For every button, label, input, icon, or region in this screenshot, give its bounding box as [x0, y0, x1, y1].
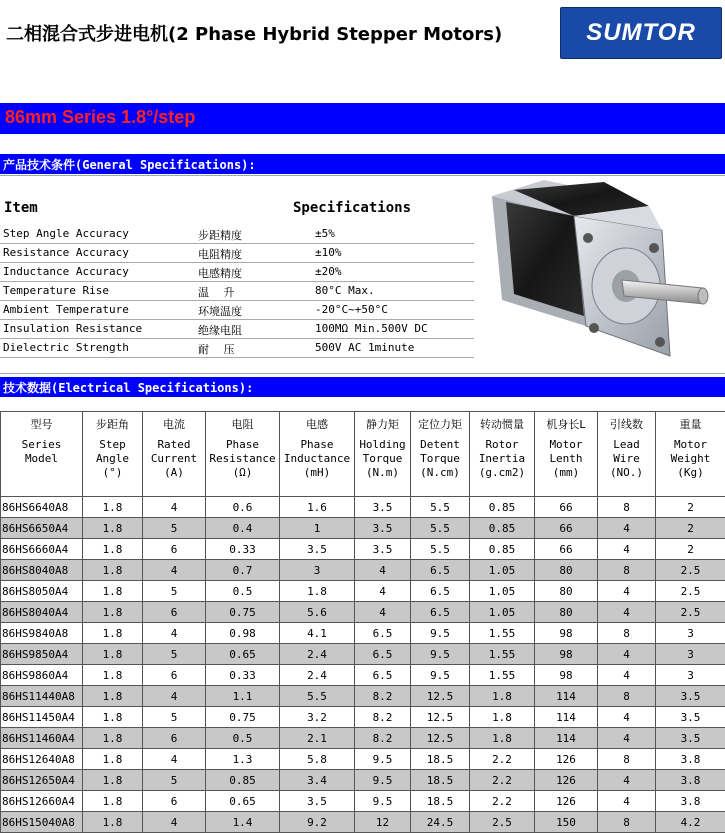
model-cell: 86HS9850A4	[1, 644, 83, 665]
general-spec-en: Ambient Temperature	[3, 303, 129, 316]
value-cell: 2	[656, 539, 725, 560]
value-cell: 1.05	[470, 581, 535, 602]
general-spec-cn: 环境温度	[198, 303, 242, 319]
electrical-spec-bar	[0, 377, 725, 397]
column-header-en2: Wire	[598, 452, 655, 466]
value-cell: 24.5	[411, 812, 470, 833]
sumtor-logo	[560, 7, 722, 59]
value-cell: 4.2	[656, 812, 725, 833]
value-cell: 1.8	[83, 560, 143, 581]
value-cell: 5	[143, 581, 206, 602]
value-cell: 3.5	[656, 728, 725, 749]
general-spec-value: ±5%	[315, 227, 335, 240]
column-header	[598, 412, 656, 497]
column-header-cn: 电感	[280, 418, 354, 432]
value-cell: 3	[280, 560, 355, 581]
column-header-en3: (g.cm2)	[470, 466, 534, 480]
value-cell: 2.5	[656, 581, 725, 602]
value-cell: 3.5	[280, 539, 355, 560]
value-cell: 0.5	[206, 581, 280, 602]
value-cell: 4	[598, 665, 656, 686]
value-cell: 3.4	[280, 770, 355, 791]
value-cell: 4	[143, 749, 206, 770]
general-spec-cn: 耐 压	[198, 341, 235, 357]
column-header-en2: Weight	[656, 452, 725, 466]
value-cell: 2.4	[280, 644, 355, 665]
table-row	[1, 602, 725, 623]
value-cell: 6	[143, 539, 206, 560]
value-cell: 5	[143, 707, 206, 728]
value-cell: 66	[535, 539, 598, 560]
general-spec-cn: 绝缘电阻	[198, 322, 242, 338]
value-cell: 4.1	[280, 623, 355, 644]
general-spec-cn: 电感精度	[198, 265, 242, 281]
table-row	[1, 686, 725, 707]
general-spec-en: Step Angle Accuracy	[3, 227, 129, 240]
value-cell: 9.2	[280, 812, 355, 833]
column-header-en1: Rotor	[470, 438, 534, 452]
value-cell: 80	[535, 560, 598, 581]
model-cell: 86HS11450A4	[1, 707, 83, 728]
model-cell: 86HS11460A4	[1, 728, 83, 749]
value-cell: 8.2	[355, 686, 411, 707]
column-header-cn: 引线数	[598, 418, 655, 432]
column-header-en1: Step	[83, 438, 142, 452]
value-cell: 2	[656, 518, 725, 539]
value-cell: 3	[656, 644, 725, 665]
value-cell: 5.5	[411, 497, 470, 518]
value-cell: 1.1	[206, 686, 280, 707]
model-cell: 86HS11440A8	[1, 686, 83, 707]
column-header-cn: 型号	[1, 418, 82, 432]
value-cell: 4	[598, 728, 656, 749]
column-header-en2: Inertia	[470, 452, 534, 466]
column-header	[280, 412, 355, 497]
value-cell: 2.2	[470, 770, 535, 791]
value-cell: 1.55	[470, 623, 535, 644]
stepper-motor-image	[474, 176, 724, 376]
value-cell: 8	[598, 560, 656, 581]
value-cell: 1.8	[83, 539, 143, 560]
column-header-en2: Model	[1, 452, 82, 466]
column-header-en2: Angle	[83, 452, 142, 466]
column-header-en3: (Ω)	[206, 466, 279, 480]
item-heading: Item	[4, 200, 38, 216]
general-spec-en: Dielectric Strength	[3, 341, 129, 354]
column-header-en2: Inductance	[280, 452, 354, 466]
general-spec-row	[0, 243, 474, 263]
value-cell: 2.1	[280, 728, 355, 749]
column-header-en2: Current	[143, 452, 205, 466]
column-header	[411, 412, 470, 497]
value-cell: 3.8	[656, 791, 725, 812]
value-cell: 0.33	[206, 665, 280, 686]
column-header-en3: (°)	[83, 466, 142, 480]
value-cell: 9.5	[355, 749, 411, 770]
value-cell: 1.8	[83, 728, 143, 749]
value-cell: 3.5	[656, 686, 725, 707]
table-row	[1, 749, 725, 770]
series-title: 86mm Series 1.8°/step	[5, 107, 195, 128]
column-header-cn: 电阻	[206, 418, 279, 432]
value-cell: 8	[598, 686, 656, 707]
value-cell: 1.8	[83, 518, 143, 539]
model-cell: 86HS15040A8	[1, 812, 83, 833]
model-cell: 86HS6640A8	[1, 497, 83, 518]
column-header-cn: 电流	[143, 418, 205, 432]
general-spec-row	[0, 262, 474, 282]
value-cell: 1.8	[470, 728, 535, 749]
value-cell: 0.98	[206, 623, 280, 644]
value-cell: 2.5	[656, 602, 725, 623]
value-cell: 0.75	[206, 707, 280, 728]
value-cell: 8	[598, 812, 656, 833]
general-spec-value: 500V AC 1minute	[315, 341, 414, 354]
general-spec-cn: 电阻精度	[198, 246, 242, 262]
value-cell: 6	[143, 728, 206, 749]
value-cell: 3.5	[280, 791, 355, 812]
value-cell: 66	[535, 497, 598, 518]
column-header-en2: Torque	[411, 452, 469, 466]
value-cell: 8.2	[355, 728, 411, 749]
electrical-spec-label: 技术数据(Electrical Specifications):	[3, 379, 253, 396]
value-cell: 2.5	[656, 560, 725, 581]
value-cell: 4	[598, 770, 656, 791]
general-spec-value: ±10%	[315, 246, 342, 259]
value-cell: 8	[598, 497, 656, 518]
model-cell: 86HS12650A4	[1, 770, 83, 791]
column-header-en1: Lead	[598, 438, 655, 452]
column-header-en1: Phase	[280, 438, 354, 452]
value-cell: 4	[598, 518, 656, 539]
value-cell: 1	[280, 518, 355, 539]
value-cell: 5.5	[411, 518, 470, 539]
model-cell: 86HS9840A8	[1, 623, 83, 644]
value-cell: 2.2	[470, 791, 535, 812]
table-row	[1, 623, 725, 644]
value-cell: 0.85	[470, 518, 535, 539]
value-cell: 5.8	[280, 749, 355, 770]
value-cell: 4	[355, 581, 411, 602]
value-cell: 66	[535, 518, 598, 539]
value-cell: 1.8	[83, 665, 143, 686]
value-cell: 4	[143, 686, 206, 707]
general-spec-bar	[0, 154, 725, 174]
column-header-en3: (NO.)	[598, 466, 655, 480]
value-cell: 114	[535, 686, 598, 707]
value-cell: 98	[535, 665, 598, 686]
column-header	[1, 412, 83, 497]
general-spec-row	[0, 338, 474, 358]
general-spec-value: ±20%	[315, 265, 342, 278]
value-cell: 6	[143, 791, 206, 812]
column-header-en2: Resistance	[206, 452, 279, 466]
table-row	[1, 497, 725, 518]
column-header	[656, 412, 725, 497]
column-header-en1: Series	[1, 438, 82, 452]
value-cell: 1.8	[83, 812, 143, 833]
value-cell: 5	[143, 644, 206, 665]
value-cell: 9.5	[411, 665, 470, 686]
general-spec-row	[0, 319, 474, 339]
value-cell: 3.5	[355, 539, 411, 560]
value-cell: 6	[143, 665, 206, 686]
value-cell: 1.8	[83, 707, 143, 728]
general-spec-en: Inductance Accuracy	[3, 265, 129, 278]
value-cell: 3.8	[656, 770, 725, 791]
value-cell: 3	[656, 623, 725, 644]
value-cell: 0.5	[206, 728, 280, 749]
value-cell: 4	[598, 602, 656, 623]
value-cell: 114	[535, 707, 598, 728]
table-row	[1, 560, 725, 581]
value-cell: 4	[143, 623, 206, 644]
value-cell: 1.05	[470, 602, 535, 623]
value-cell: 6.5	[355, 623, 411, 644]
column-header-cn: 重量	[656, 418, 725, 432]
page-header	[0, 0, 725, 90]
table-row	[1, 665, 725, 686]
column-header-en3: (N.m)	[355, 466, 410, 480]
value-cell: 1.8	[280, 581, 355, 602]
value-cell: 18.5	[411, 770, 470, 791]
column-header-cn: 静力矩	[355, 418, 410, 432]
value-cell: 1.6	[280, 497, 355, 518]
value-cell: 0.85	[470, 497, 535, 518]
value-cell: 3	[656, 665, 725, 686]
value-cell: 0.75	[206, 602, 280, 623]
column-header	[355, 412, 411, 497]
electrical-spec-table	[0, 411, 725, 833]
value-cell: 1.8	[83, 749, 143, 770]
column-header-cn: 转动惯量	[470, 418, 534, 432]
column-header-cn: 机身长L	[535, 418, 597, 432]
value-cell: 150	[535, 812, 598, 833]
value-cell: 5.5	[280, 686, 355, 707]
value-cell: 4	[598, 581, 656, 602]
column-header-cn: 步距角	[83, 418, 142, 432]
table-row	[1, 581, 725, 602]
value-cell: 5	[143, 770, 206, 791]
value-cell: 1.3	[206, 749, 280, 770]
general-spec-value: 100MΩ Min.500V DC	[315, 322, 428, 335]
column-header	[470, 412, 535, 497]
model-cell: 86HS9860A4	[1, 665, 83, 686]
spec-heading: Specifications	[293, 200, 411, 216]
value-cell: 1.8	[83, 644, 143, 665]
page-title: 二相混合式步进电机(2 Phase Hybrid Stepper Motors)	[6, 20, 502, 46]
value-cell: 6.5	[355, 644, 411, 665]
table-header-row	[1, 412, 725, 497]
value-cell: 8	[598, 749, 656, 770]
value-cell: 0.33	[206, 539, 280, 560]
value-cell: 80	[535, 602, 598, 623]
value-cell: 4	[598, 539, 656, 560]
value-cell: 1.8	[470, 707, 535, 728]
value-cell: 126	[535, 791, 598, 812]
general-spec-row	[0, 224, 474, 244]
value-cell: 0.7	[206, 560, 280, 581]
value-cell: 3.5	[656, 707, 725, 728]
value-cell: 1.8	[83, 602, 143, 623]
value-cell: 9.5	[411, 623, 470, 644]
value-cell: 1.8	[470, 686, 535, 707]
value-cell: 1.8	[83, 581, 143, 602]
value-cell: 1.8	[83, 623, 143, 644]
table-row	[1, 770, 725, 791]
table-row	[1, 791, 725, 812]
table-row	[1, 728, 725, 749]
column-header-en1: Motor	[656, 438, 725, 452]
value-cell: 9.5	[355, 791, 411, 812]
value-cell: 8.2	[355, 707, 411, 728]
model-cell: 86HS12640A8	[1, 749, 83, 770]
value-cell: 114	[535, 728, 598, 749]
value-cell: 12	[355, 812, 411, 833]
general-spec-value: 80°C Max.	[315, 284, 375, 297]
value-cell: 98	[535, 644, 598, 665]
value-cell: 9.5	[411, 644, 470, 665]
value-cell: 4	[143, 812, 206, 833]
value-cell: 2.5	[470, 812, 535, 833]
table-row	[1, 644, 725, 665]
column-header-en3: (N.cm)	[411, 466, 469, 480]
value-cell: 1.55	[470, 644, 535, 665]
general-spec-en: Resistance Accuracy	[3, 246, 129, 259]
value-cell: 5	[143, 518, 206, 539]
general-spec-label: 产品技术条件(General Specifications):	[3, 156, 256, 173]
model-cell: 86HS8050A4	[1, 581, 83, 602]
value-cell: 3.5	[355, 497, 411, 518]
series-banner	[0, 103, 725, 134]
general-spec-row	[0, 281, 474, 301]
model-cell: 86HS6650A4	[1, 518, 83, 539]
column-header-en3: (mm)	[535, 466, 597, 480]
value-cell: 18.5	[411, 791, 470, 812]
value-cell: 8	[598, 623, 656, 644]
general-spec-value: -20°C~+50°C	[315, 303, 388, 316]
column-header-en1: Detent	[411, 438, 469, 452]
value-cell: 6.5	[411, 560, 470, 581]
column-header-en3: (A)	[143, 466, 205, 480]
general-spec-en: Insulation Resistance	[3, 322, 142, 335]
column-header-en3: (Kg)	[656, 466, 725, 480]
value-cell: 6	[143, 602, 206, 623]
value-cell: 12.5	[411, 728, 470, 749]
value-cell: 6.5	[411, 602, 470, 623]
value-cell: 12.5	[411, 686, 470, 707]
value-cell: 3.8	[656, 749, 725, 770]
model-cell: 86HS8040A4	[1, 602, 83, 623]
value-cell: 12.5	[411, 707, 470, 728]
table-row	[1, 707, 725, 728]
value-cell: 18.5	[411, 749, 470, 770]
column-header	[206, 412, 280, 497]
table-row	[1, 518, 725, 539]
general-spec-cn: 步距精度	[198, 227, 242, 243]
column-header-en2: Torque	[355, 452, 410, 466]
value-cell: 3.2	[280, 707, 355, 728]
value-cell: 4	[143, 497, 206, 518]
column-header	[535, 412, 598, 497]
value-cell: 2.2	[470, 749, 535, 770]
column-header-en2: Lenth	[535, 452, 597, 466]
value-cell: 1.8	[83, 497, 143, 518]
column-header-cn: 定位力矩	[411, 418, 469, 432]
table-row	[1, 812, 725, 833]
value-cell: 2	[656, 497, 725, 518]
value-cell: 5.6	[280, 602, 355, 623]
divider	[0, 373, 725, 374]
value-cell: 0.6	[206, 497, 280, 518]
general-spec-row	[0, 300, 474, 320]
column-header	[143, 412, 206, 497]
value-cell: 4	[143, 560, 206, 581]
general-spec-en: Temperature Rise	[3, 284, 109, 297]
column-header-en1: Rated	[143, 438, 205, 452]
value-cell: 1.4	[206, 812, 280, 833]
value-cell: 3.5	[355, 518, 411, 539]
model-cell: 86HS12660A4	[1, 791, 83, 812]
value-cell: 0.85	[206, 770, 280, 791]
value-cell: 1.55	[470, 665, 535, 686]
value-cell: 4	[598, 791, 656, 812]
value-cell: 2.4	[280, 665, 355, 686]
column-header-en1: Motor	[535, 438, 597, 452]
value-cell: 0.4	[206, 518, 280, 539]
value-cell: 4	[598, 707, 656, 728]
value-cell: 4	[598, 644, 656, 665]
model-cell: 86HS8040A8	[1, 560, 83, 581]
value-cell: 126	[535, 770, 598, 791]
value-cell: 5.5	[411, 539, 470, 560]
column-header-en1: Holding	[355, 438, 410, 452]
value-cell: 4	[355, 560, 411, 581]
value-cell: 9.5	[355, 770, 411, 791]
value-cell: 0.65	[206, 791, 280, 812]
general-spec-cn: 温 升	[198, 284, 235, 300]
column-header	[83, 412, 143, 497]
column-header-en3: (mH)	[280, 466, 354, 480]
value-cell: 4	[355, 602, 411, 623]
value-cell: 1.8	[83, 770, 143, 791]
value-cell: 6.5	[411, 581, 470, 602]
value-cell: 98	[535, 623, 598, 644]
value-cell: 80	[535, 581, 598, 602]
model-cell: 86HS6660A4	[1, 539, 83, 560]
value-cell: 1.8	[83, 686, 143, 707]
value-cell: 0.85	[470, 539, 535, 560]
table-row	[1, 539, 725, 560]
value-cell: 126	[535, 749, 598, 770]
value-cell: 0.65	[206, 644, 280, 665]
value-cell: 1.8	[83, 791, 143, 812]
value-cell: 1.05	[470, 560, 535, 581]
logo-text: SUMTOR	[586, 19, 696, 47]
column-header-en1: Phase	[206, 438, 279, 452]
value-cell: 6.5	[355, 665, 411, 686]
